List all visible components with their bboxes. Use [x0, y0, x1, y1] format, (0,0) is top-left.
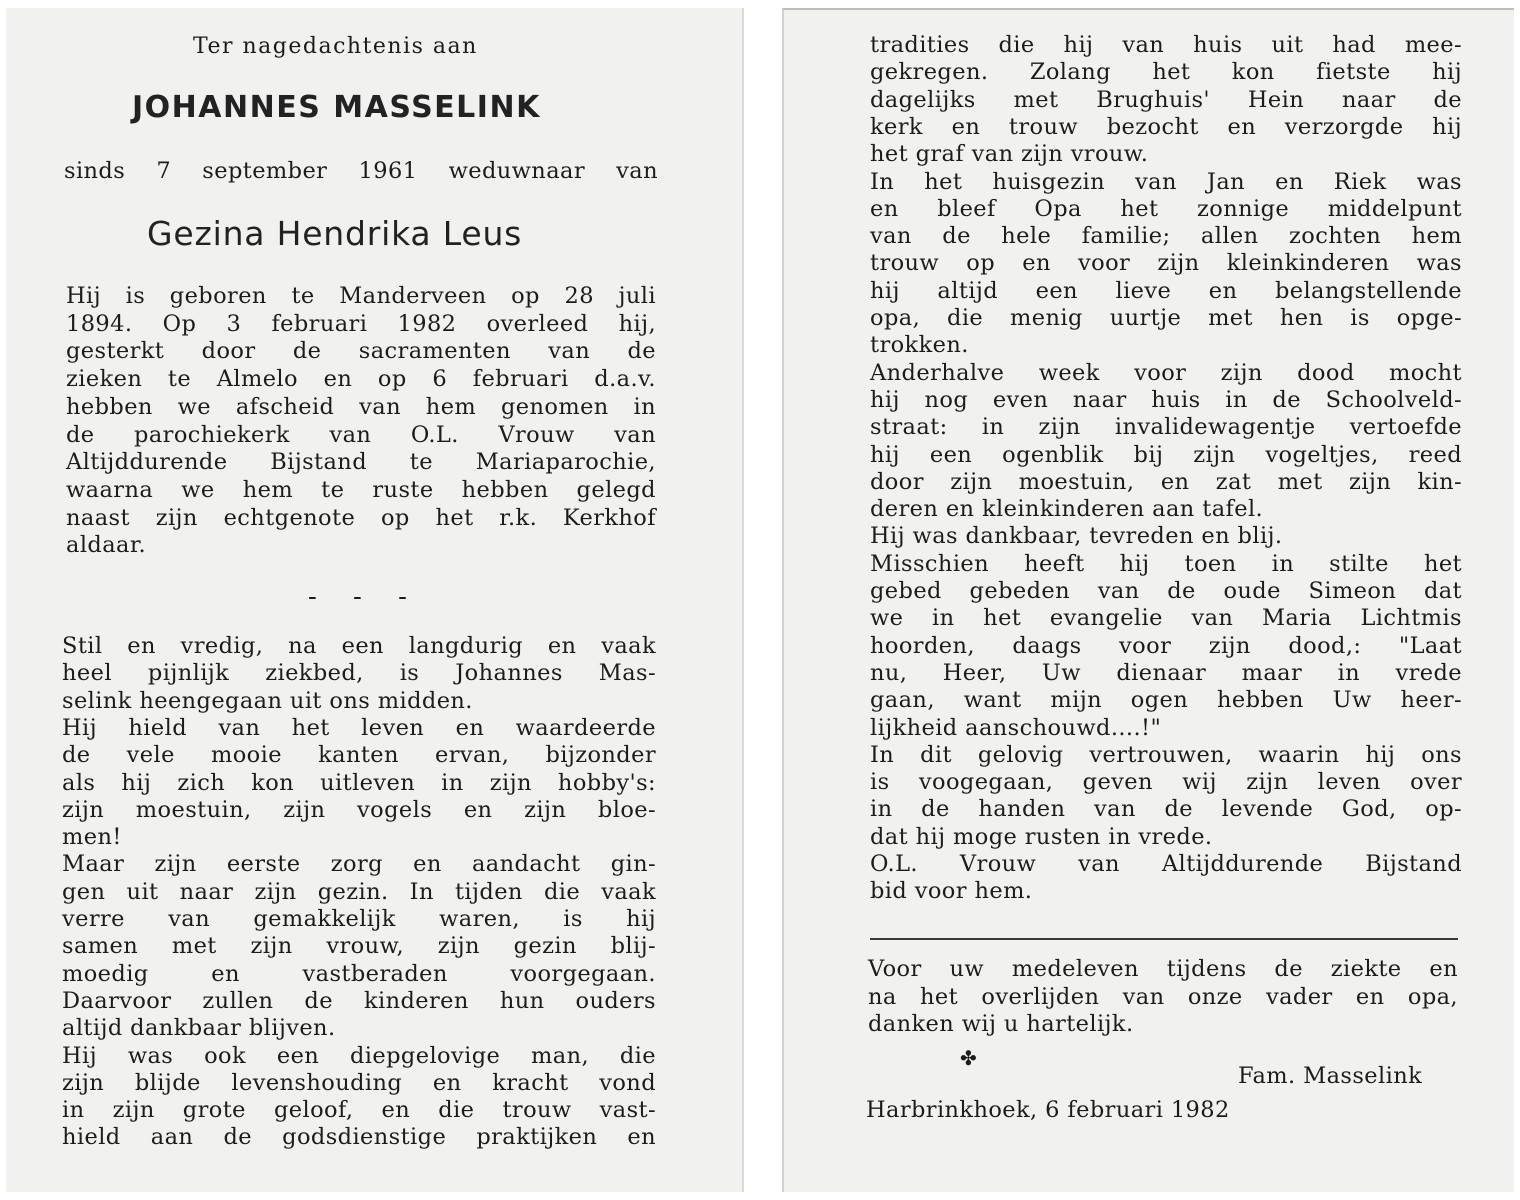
text-line: het graf van zijn vrouw.: [870, 141, 1149, 168]
text-line: gen uit naar zijn gezin. In tijden die vaak: [62, 878, 656, 905]
text-line: Altijddurende Bijstand te Mariaparochie,: [66, 449, 656, 476]
text-line: naast zijn echtgenote op het r.k. Kerkhof: [66, 504, 656, 531]
widower-line: sinds 7 september 1961 weduwnaar van: [64, 158, 658, 184]
text-line: kerk en trouw bezocht en verzorgde hij: [870, 113, 1462, 140]
separator: - - -: [308, 582, 421, 612]
text-line: samen met zijn vrouw, zijn gezin blij-: [62, 933, 656, 960]
text-line: en bleef Opa het zonnige middelpunt: [870, 195, 1462, 222]
text-line: zijn moestuin, zijn vogels en zijn bloe-: [62, 796, 656, 823]
text-line: danken wij u hartelijk.: [868, 1011, 1134, 1037]
memorial-header: Ter nagedachtenis aan: [193, 34, 478, 59]
text-line: in zijn grote geloof, en die trouw vast-: [62, 1097, 656, 1124]
text-line: O.L. Vrouw van Altijddurende Bijstand: [870, 851, 1462, 877]
text-line: aldaar.: [66, 532, 147, 559]
text-line: deren en kleinkinderen aan tafel.: [870, 496, 1264, 523]
text-line: selink heengegaan uit ons midden.: [62, 687, 473, 714]
family-signature: Fam. Masselink: [1238, 1063, 1423, 1089]
text-line: zieken te Almelo en op 6 februari d.a.v.: [66, 366, 656, 393]
text-line: trokken.: [870, 332, 969, 359]
place-date: Harbrinkhoek, 6 februari 1982: [866, 1097, 1230, 1123]
text-line: gekregen. Zolang het kon fietste hij: [870, 59, 1462, 86]
text-line: Hij was dankbaar, tevreden en blij.: [870, 523, 1283, 550]
text-line: tradities die hij van huis uit had mee-: [870, 32, 1462, 58]
text-line: gebed gebeden van de oude Simeon dat: [870, 578, 1462, 604]
text-line: gesterkt door de sacramenten van de: [66, 338, 656, 365]
text-line: hield aan de godsdienstige praktijken en: [62, 1124, 656, 1151]
text-line: heel pijnlijk ziekbed, is Johannes Mas-: [62, 660, 656, 687]
text-line: straat: in zijn invalidewagentje vertoefde: [870, 414, 1462, 441]
text-line: Voor uw medeleven tijdens de ziekte en: [868, 956, 1458, 982]
text-line: hebben we afscheid van hem genomen in: [66, 393, 656, 420]
text-line: verre van gemakkelijk waren, is hij: [62, 906, 656, 932]
text-line: altijd dankbaar blijven.: [62, 1015, 336, 1042]
text-line: Maar zijn eerste zorg en aandacht gin-: [62, 851, 656, 878]
text-line: in de handen van de levende God, op-: [870, 796, 1462, 823]
text-line: Misschien heeft hij toen in stilte het: [870, 550, 1462, 577]
page-gap: [744, 0, 782, 1200]
text-line: Hij was ook een diepgelovige man, die: [62, 1042, 656, 1069]
text-line: de vele mooie kanten ervan, bijzonder: [62, 742, 656, 769]
text-line: Daarvoor zullen de kinderen hun ouders: [62, 987, 656, 1014]
text-line: nu, Heer, Uw dienaar maar in vrede: [870, 659, 1462, 686]
text-line: hoorden, daags voor zijn dood,: "Laat: [870, 632, 1462, 659]
text-line: hij altijd een lieve en belangstellende: [870, 277, 1462, 304]
text-line: bid voor hem.: [870, 878, 1033, 905]
spouse-name: Gezina Hendrika Leus: [147, 214, 523, 253]
text-line: trouw op en voor zijn kleinkinderen was: [870, 250, 1462, 277]
text-line: In het huisgezin van Jan en Riek was: [870, 168, 1462, 195]
text-line: zijn blijde levenshouding en kracht vond: [62, 1069, 656, 1096]
deceased-name: JOHANNES MASSELINK: [132, 90, 541, 125]
text-line: waarna we hem te ruste hebben gelegd: [66, 476, 656, 503]
divider-rule: [870, 938, 1458, 940]
text-line: we in het evangelie van Maria Lichtmis: [870, 605, 1462, 632]
text-line: opa, die menig uurtje met hen is opge-: [870, 305, 1462, 331]
text-line: dagelijks met Brughuis' Hein naar de: [870, 86, 1462, 113]
text-line: lijkheid aanschouwd....!": [870, 714, 1162, 741]
text-line: dat hij moge rusten in vrede.: [870, 823, 1213, 850]
text-line: hij een ogenblik bij zijn vogeltjes, reed: [870, 441, 1462, 468]
text-line: is voogegaan, geven wij zijn leven over: [870, 769, 1462, 796]
text-line: de parochiekerk van O.L. Vrouw van: [66, 421, 656, 448]
text-line: 1894. Op 3 februari 1982 overleed hij,: [66, 310, 656, 337]
text-line: door zijn moestuin, en zat met zijn kin-: [870, 468, 1462, 495]
text-line: Anderhalve week voor zijn dood mocht: [870, 359, 1462, 386]
text-line: hij nog even naar huis in de Schoolveld-: [870, 386, 1462, 413]
text-line: Hij hield van het leven en waardeerde: [62, 714, 656, 741]
text-line: van de hele familie; allen zochten hem: [870, 223, 1462, 250]
text-line: gaan, want mijn ogen hebben Uw heer-: [870, 687, 1462, 714]
text-line: Stil en vredig, na een langdurig en vaak: [62, 633, 656, 659]
text-line: men!: [62, 824, 122, 851]
text-line: moedig en vastberaden voorgegaan.: [62, 960, 656, 987]
text-line: als hij zich kon uitleven in zijn hobby's:: [62, 769, 656, 796]
cross-ornament-icon: ✤: [960, 1046, 977, 1070]
text-line: na het overlijden van onze vader en opa,: [868, 983, 1458, 1010]
text-line: In dit gelovig vertrouwen, waarin hij ons: [870, 741, 1462, 768]
text-line: Hij is geboren te Manderveen op 28 juli: [66, 283, 656, 309]
